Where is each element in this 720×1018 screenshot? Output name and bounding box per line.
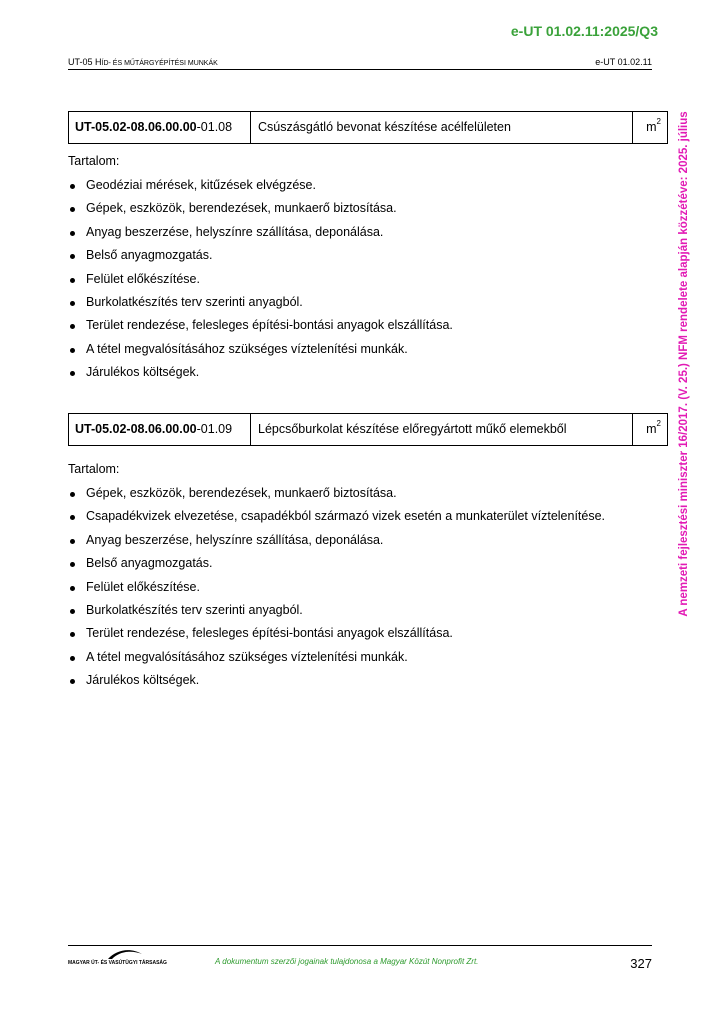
item-table-2: [68, 413, 668, 446]
list-item: Járulékos költségek.: [68, 669, 605, 692]
bullet-icon: [70, 278, 75, 283]
bullet-icon: [70, 301, 75, 306]
bullet-icon: [70, 656, 75, 661]
item-unit-base: m: [646, 120, 657, 134]
item-unit: [633, 414, 667, 445]
item-name: Csúszásgátló bevonat készítése acélfelületen: [251, 112, 633, 143]
item-unit-exponent: 2: [656, 419, 661, 428]
page-number: 327: [630, 956, 652, 971]
content-label: Tartalom:: [68, 154, 120, 168]
section-title-prefix: UT-05 H: [68, 57, 102, 67]
list-item: Felület előkészítése.: [68, 576, 605, 599]
list-item: Felület előkészítése.: [68, 268, 453, 291]
content-list-2: [68, 482, 605, 693]
list-item: Gépek, eszközök, berendezések, munkaerő biztosítása.: [68, 482, 605, 505]
running-header: [68, 57, 652, 70]
item-name: Lépcsőburkolat készítése előregyártott műkő elemekből: [251, 414, 633, 445]
list-item: Csapadékvizek elvezetése, csapadékból származó vizek esetén a munkaterület víztelenítése.: [68, 505, 605, 528]
item-code-main: UT-05.02-08.06.00.00: [75, 422, 197, 436]
item-unit: [633, 112, 667, 143]
list-item: Terület rendezése, felesleges építési-bontási anyagok elszállítása.: [68, 622, 605, 645]
side-publication-note: A nemzeti fejlesztési miniszter 16/2017. (V. 25.) NFM rendelete alapján közzétéve: 2025. július: [678, 111, 690, 617]
bullet-icon: [70, 184, 75, 189]
society-logo: [68, 948, 167, 970]
header-doc-ref: e-UT 01.02.11: [595, 57, 652, 67]
list-item: Terület rendezése, felesleges építési-bontási anyagok elszállítása.: [68, 314, 453, 337]
list-item: A tétel megvalósításához szükséges víztelenítési munkák.: [68, 338, 453, 361]
bullet-icon: [70, 609, 75, 614]
bullet-icon: [70, 231, 75, 236]
list-item: Belső anyagmozgatás.: [68, 244, 453, 267]
section-title-smallcaps: ÍD- ÉS MŰTÁRGYÉPÍTÉSI MUNKÁK: [101, 60, 218, 67]
bullet-icon: [70, 348, 75, 353]
bullet-icon: [70, 207, 75, 212]
content-label: Tartalom:: [68, 462, 120, 476]
item-code: [69, 414, 251, 445]
section-title: [68, 57, 218, 67]
item-unit-base: m: [646, 422, 657, 436]
logo-text: MAGYAR ÚT- ÉS VASÚTÜGYI TÁRSASÁG: [68, 960, 167, 966]
item-code-suffix: -01.09: [196, 422, 233, 436]
bullet-icon: [70, 492, 75, 497]
bullet-icon: [70, 324, 75, 329]
bullet-icon: [70, 515, 75, 520]
list-item: Belső anyagmozgatás.: [68, 552, 605, 575]
bullet-icon: [70, 539, 75, 544]
bullet-icon: [70, 562, 75, 567]
copyright-note: A dokumentum szerzői jogainak tulajdonosa a Magyar Közút Nonprofit Zrt.: [215, 957, 479, 966]
bullet-icon: [70, 679, 75, 684]
list-item: A tétel megvalósításához szükséges víztelenítési munkák.: [68, 646, 605, 669]
item-code-main: UT-05.02-08.06.00.00: [75, 120, 197, 134]
bullet-icon: [70, 254, 75, 259]
item-unit-exponent: 2: [656, 117, 661, 126]
list-item: Anyag beszerzése, helyszínre szállítása, deponálása.: [68, 529, 605, 552]
bullet-icon: [70, 586, 75, 591]
list-item: Járulékos költségek.: [68, 361, 453, 384]
content-list-1: [68, 174, 453, 385]
item-code-suffix: -01.08: [196, 120, 233, 134]
bullet-icon: [70, 371, 75, 376]
list-item: Burkolatkészítés terv szerinti anyagból.: [68, 291, 453, 314]
list-item: Burkolatkészítés terv szerinti anyagból.: [68, 599, 605, 622]
bullet-icon: [70, 632, 75, 637]
item-table-1: [68, 111, 668, 144]
list-item: Gépek, eszközök, berendezések, munkaerő biztosítása.: [68, 197, 453, 220]
list-item: Anyag beszerzése, helyszínre szállítása, deponálása.: [68, 221, 453, 244]
swoosh-icon: [108, 948, 142, 960]
item-code: [69, 112, 251, 143]
footer-divider: [68, 945, 652, 946]
list-item: Geodéziai mérések, kitűzések elvégzése.: [68, 174, 453, 197]
document-code: e-UT 01.02.11:2025/Q3: [510, 23, 658, 39]
